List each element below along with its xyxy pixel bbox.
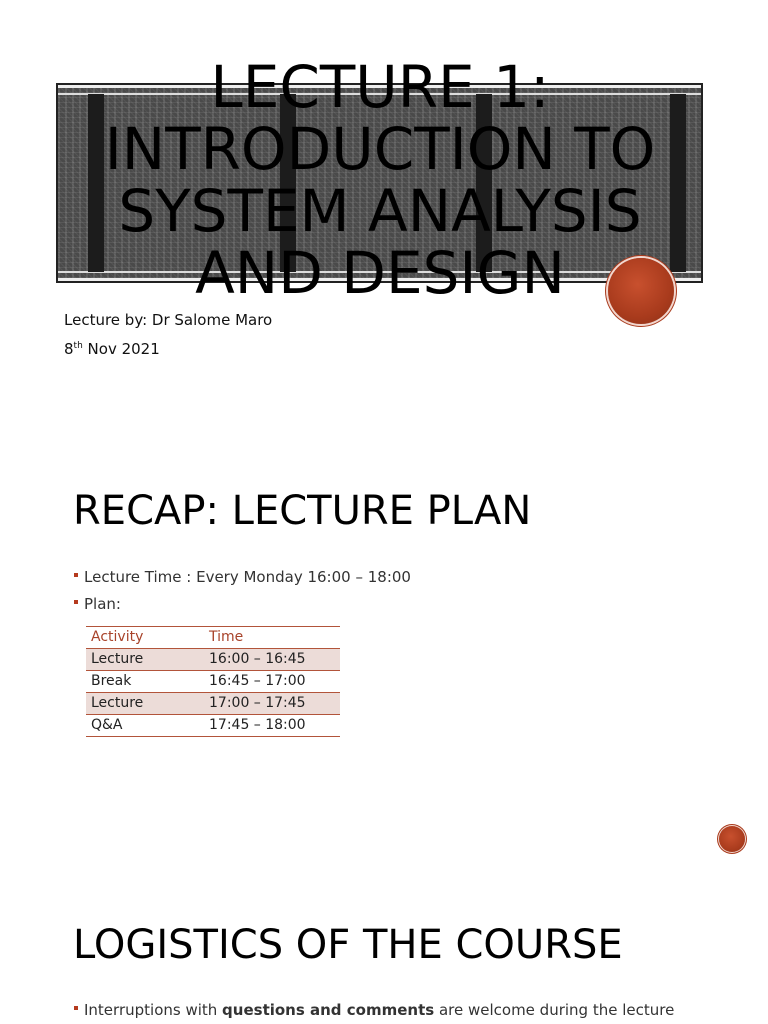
table-cell: 17:45 – 18:00 <box>204 715 340 737</box>
bullet-list <box>74 567 411 621</box>
column-header: Time <box>204 627 340 649</box>
date-day: 8 <box>64 340 74 358</box>
table-cell: Q&A <box>86 715 204 737</box>
table-row <box>86 649 340 671</box>
table-cell: 17:00 – 17:45 <box>204 693 340 715</box>
title-line: INTRODUCTION TO <box>104 115 656 183</box>
lecture-plan-slide <box>0 452 768 872</box>
bullet-list <box>74 1000 674 1020</box>
bullet-bold-text: questions and comments <box>222 1001 435 1019</box>
lecturer-name: Lecture by: Dr Salome Maro <box>64 311 273 329</box>
table-cell: Lecture <box>86 649 204 671</box>
title-line: LECTURE 1: <box>210 53 550 121</box>
bullet-item <box>74 1000 674 1020</box>
title-line: AND DESIGN <box>195 239 565 307</box>
table-cell: 16:00 – 16:45 <box>204 649 340 671</box>
title-slide <box>0 0 768 380</box>
date-suffix: th <box>73 341 83 351</box>
column-header: Activity <box>86 627 204 649</box>
table-header-row <box>86 627 340 649</box>
slide-heading: RECAP: LECTURE PLAN <box>73 488 532 534</box>
table-cell: 16:45 – 17:00 <box>204 671 340 693</box>
bullet-text: Interruptions with <box>84 1001 223 1019</box>
table-row <box>86 715 340 737</box>
logistics-slide <box>0 900 768 1024</box>
table-cell: Break <box>86 671 204 693</box>
lecture-date <box>64 340 160 358</box>
bullet-item: Plan: <box>74 594 411 621</box>
table-cell: Lecture <box>86 693 204 715</box>
bullet-text: are welcome during the lecture <box>434 1001 675 1019</box>
decorative-circle <box>608 258 674 324</box>
slide-heading: LOGISTICS OF THE COURSE <box>73 922 623 968</box>
bullet-item: Lecture Time : Every Monday 16:00 – 18:00 <box>74 567 411 594</box>
table-row <box>86 693 340 715</box>
title-line: SYSTEM ANALYSIS <box>118 177 642 245</box>
table-row <box>86 671 340 693</box>
lecture-plan-table <box>86 626 340 737</box>
decorative-circle <box>719 826 745 852</box>
date-month-year: Nov 2021 <box>82 340 160 358</box>
